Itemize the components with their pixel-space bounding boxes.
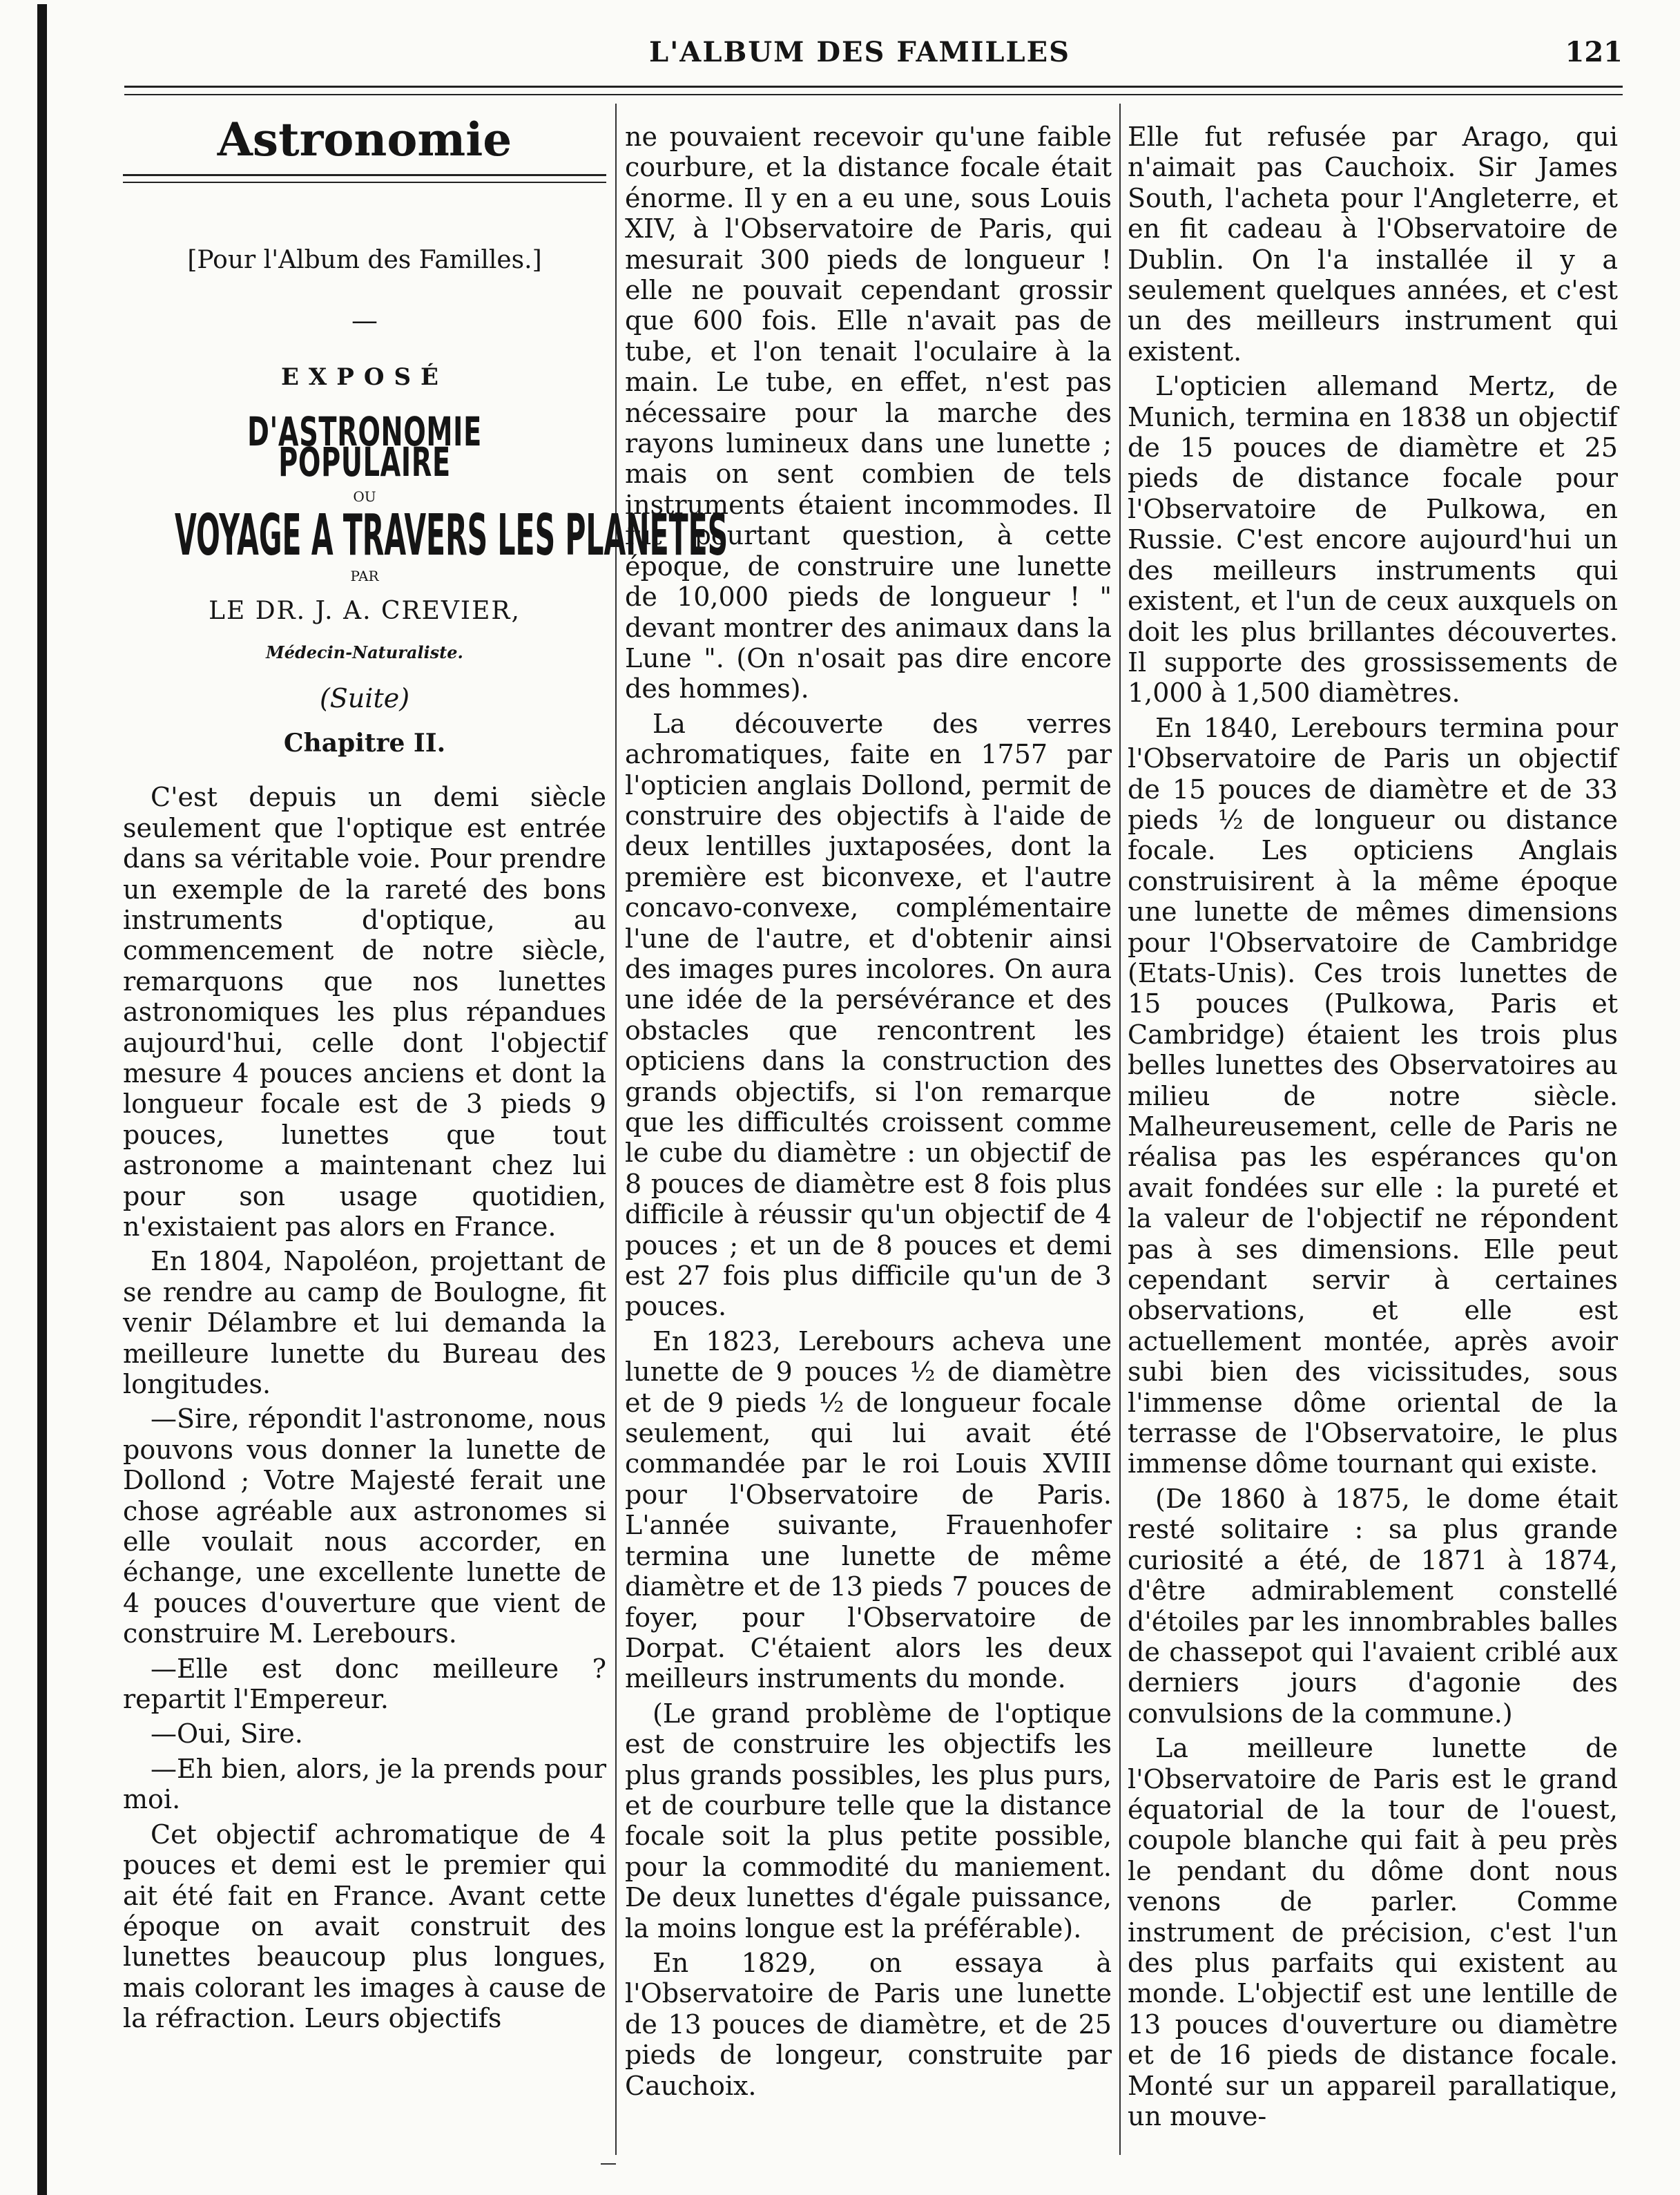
- paragraph: La découverte des verres achromatiques, faite en 1757 par l'opticien anglais Dollond, permit de construire des objectifs à l'aide de deux lentilles juxtaposées, dont la première est biconvexe, et l'autre concavo-convexe, complémentaire l'une de l'autre, et d'obtenir ainsi des images pures incolores. On aura une idée de la persévérance et des obstacles que rencontrent les opticiens dans la construction des grands objectifs, si l'on remarque que les difficultés croissent comme le cube du diamètre : un objectif de 8 pouces de diamètre est 8 fois plus difficile à réussir qu'un objectif de 4 pouces ; et un de 8 pouces et demi est 27 fois plus difficile qu'un de 3 pouces.: [625, 708, 1112, 1322]
- column-divider-1: [615, 104, 617, 2155]
- headline-voyage-planetes: VOYAGE A TRAVERS LES PLANETES: [175, 502, 728, 568]
- paragraph: —Eh bien, alors, je la prends pour moi.: [123, 1753, 606, 1815]
- header-rule-secondary: [124, 94, 1623, 95]
- paragraph: (De 1860 à 1875, le dome était resté solitaire : sa plus grande curiosité a été, de 1871 à 1874, d'être admirablement constellé d'étoiles par les innombrables balles de chassepot qui l'avaient criblé aux derniers jours d'agonie des convulsions de la commune.): [1128, 1483, 1618, 1729]
- author-name: LE DR. J. A. CREVIER,: [209, 596, 521, 625]
- for-album-line: [Pour l'Album des Familles.]: [187, 246, 542, 275]
- header-rule: [124, 86, 1623, 88]
- paragraph: ne pouvaient recevoir qu'une faible courbure, et la distance focale était énorme. Il y en a eu une, sous Louis XIV, à l'Observatoire de Paris, qui mesurait 300 pieds de longueur ! elle ne pouvait cependant grossir que 600 fois. Elle n'avait pas de tube, et l'on tenait l'oculaire à la main. Le tube, en effet, n'est pas nécessaire pour la marche des rayons lumineux dans une lunette ; mais on sent combien de tels instruments étaient incommodes. Il fut pourtant question, à cette époque, de construire une lunette de 10,000 pieds de longueur ! " devant montrer des animaux dans la Lune ". (On n'osait pas dire encore des hommes).: [625, 122, 1112, 704]
- paragraph: —Sire, répondit l'astronome, nous pouvons vous donner la lunette de Dollond ; Votre Majesté ferait une chose agréable aux astronomes si elle voulait nous accorder, en échange, une excellente lunette de 4 pouces d'ouverture que vient de construire M. Lerebours.: [123, 1403, 606, 1649]
- paragraph: C'est depuis un demi siècle seulement que l'optique est entrée dans sa véritable voie. Pour prendre un exemple de la rareté des bons instruments d'optique, au commencement de notre siècle, remarquons que nos lunettes astronomiques les plus répandues aujourd'hui, celle dont l'objectif mesure 4 pouces anciens et dont la longueur focale est de 3 pieds 9 pouces, lunettes que tout astronome a maintenant chez lui pour son usage quotidien, n'existaient pas alors en France.: [123, 782, 606, 1242]
- running-title: L'ALBUM DES FAMILLES: [648, 36, 1071, 68]
- column-3: [1128, 122, 1618, 2136]
- paragraph: En 1829, on essaya à l'Observatoire de Paris une lunette de 13 pouces de diamètre, et de 25 pieds de longeur, construite par Cauchoix.: [625, 1947, 1112, 2101]
- ou-connector: OU: [353, 488, 376, 506]
- title-double-rule: [123, 174, 606, 183]
- page-header: [97, 36, 1623, 70]
- separator-dash: —: [351, 305, 378, 336]
- author-profession: Médecin-Naturaliste.: [266, 642, 463, 663]
- paragraph: En 1804, Napoléon, projettant de se rendre au camp de Boulogne, fit venir Délambre et lui demanda la meilleure lunette du Bureau des longitudes.: [123, 1246, 606, 1399]
- column-2: [625, 122, 1112, 2105]
- headline-astronomie-populaire: D'ASTRONOMIE POPULAIRE: [247, 408, 482, 486]
- section-title: Astronomie: [217, 113, 512, 166]
- column-divider-2: [1119, 104, 1121, 2155]
- paragraph: L'opticien allemand Mertz, de Munich, termina en 1838 un objectif de 15 pouces de diamètre et 25 pieds de distance focale pour l'Observatoire de Pulkowa, en Russie. C'est encore aujourd'hui un des meilleurs instruments qui existent, et l'un de ceux auxquels on doit les plus brillantes découvertes. Il supporte des grossissements de 1,000 à 1,500 diamètres.: [1128, 371, 1618, 709]
- paragraph: (Le grand problème de l'optique est de construire les objectifs les plus grands possibles, les plus purs, et de courbure telle que la distance focale soit la plus petite possible, pour la commodité du maniement. De deux lunettes d'égale puissance, la moins longue est la préférable).: [625, 1698, 1112, 1944]
- expose-heading: EXPOSÉ: [281, 363, 448, 392]
- paragraph: Cet objectif achromatique de 4 pouces et demi est le premier qui ait été fait en France. Avant cette époque on avait construit des lunettes beaucoup plus longues, mais colorant les images à cause de la réfraction. Leurs objectifs: [123, 1819, 606, 2034]
- paragraph: —Elle est donc meilleure ? repartit l'Empereur.: [123, 1653, 606, 1715]
- chapter-heading: Chapitre II.: [283, 728, 446, 758]
- column-1: [123, 113, 728, 2038]
- paragraph: La meilleure lunette de l'Observatoire de Paris est le grand équatorial de la tour de l'ouest, coupole blanche qui fait à peu près le pendant du dôme dont nous venons de parler. Comme instrument de précision, c'est l'un des plus parfaits qui existent au monde. L'objectif est une lentille de 13 pouces d'ouverture ou diamètre et de 16 pieds de distance focale. Monté sur un appareil parallatique, un mouve-: [1128, 1733, 1618, 2131]
- suite-label: (Suite): [319, 683, 410, 714]
- paragraph: En 1840, Lerebours termina pour l'Observatoire de Paris un objectif de 15 pouces de diamètre et de 33 pieds ½ de longueur ou distance focale. Les opticiens Anglais construisirent à la même époque une lunette de mêmes dimensions pour l'Observatoire de Cambridge (Etats-Unis). Ces trois lunettes de 15 pouces (Pulkowa, Paris et Cambridge) étaient les trois plus belles lunettes des Observatoires au milieu de notre siècle. Malheureusement, celle de Paris ne réalisa pas les espérances qu'on avait fondées sur elle : la pureté et la valeur de l'objectif ne répondent pas à ses dimensions. Elle peut cependant servir à certaines observations, et elle est actuellement montée, après avoir subi bien des vicissitudes, sous l'immense dôme oriental de la terrasse de l'Observatoire, le plus immense dôme tournant qui existe.: [1128, 712, 1618, 1479]
- bottom-mark: [601, 2163, 616, 2165]
- left-margin-rule: [37, 4, 47, 2195]
- paragraph: —Oui, Sire.: [151, 1718, 303, 1750]
- page-number: 121: [1565, 36, 1623, 68]
- paragraph: En 1823, Lerebours acheva une lunette de 9 pouces ½ de diamètre et de 9 pieds ½ de longueur focale seulement, qui lui avait été commandée par le roi Louis XVIII pour l'Observatoire de Paris. L'année suivante, Frauenhofer termina une lunette de même diamètre et de 13 pieds 7 pouces de foyer, pour l'Observatoire de Dorpat. C'étaient alors les deux meilleurs instruments du monde.: [625, 1325, 1112, 1694]
- par-connector: PAR: [350, 568, 379, 585]
- paragraph: Elle fut refusée par Arago, qui n'aimait pas Cauchoix. Sir James South, l'acheta pour l'Angleterre, et en fit cadeau à l'Observatoire de Dublin. On l'a installée il y a seulement quelques années, et c'est un des meilleurs instrument qui existent.: [1128, 122, 1618, 367]
